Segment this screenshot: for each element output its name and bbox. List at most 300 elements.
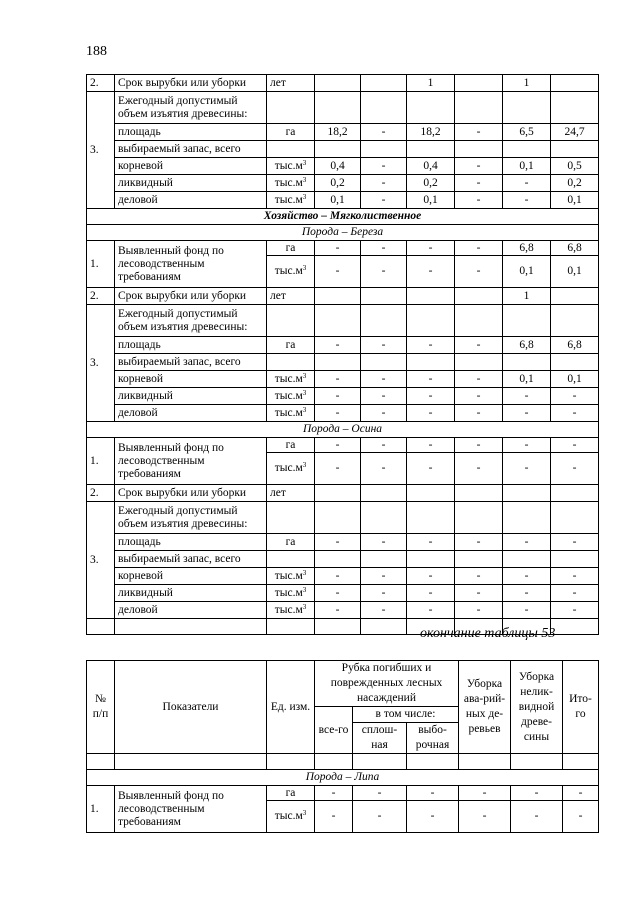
value-cell: - bbox=[361, 585, 407, 602]
value-cell: - bbox=[315, 801, 353, 833]
table-row bbox=[87, 288, 599, 305]
value-cell: - bbox=[315, 786, 353, 801]
header-indicators: Показатели bbox=[115, 661, 267, 754]
row-number: 2. bbox=[87, 288, 115, 305]
empty-cell bbox=[361, 354, 407, 371]
value-cell: 6,8 bbox=[503, 241, 551, 256]
empty-cell bbox=[361, 92, 407, 124]
table-row bbox=[87, 192, 599, 209]
value-cell: - bbox=[455, 453, 503, 485]
value-cell: - bbox=[551, 388, 599, 405]
value-cell: - bbox=[353, 786, 407, 801]
value-cell: - bbox=[511, 801, 563, 833]
value-cell: - bbox=[315, 405, 361, 422]
empty-cell bbox=[503, 141, 551, 158]
empty-cell bbox=[503, 92, 551, 124]
table-row bbox=[87, 502, 599, 534]
value-cell: 0,1 bbox=[503, 158, 551, 175]
row-number: 3. bbox=[87, 502, 115, 619]
value-cell: - bbox=[563, 786, 599, 801]
empty-cell bbox=[361, 305, 407, 337]
indicator-label: деловой bbox=[115, 405, 267, 422]
value-cell: - bbox=[361, 256, 407, 288]
value-cell: - bbox=[407, 438, 455, 453]
value-cell: 1 bbox=[503, 288, 551, 305]
value-cell: - bbox=[551, 585, 599, 602]
unit-superscript: 3 bbox=[302, 585, 307, 594]
unit-superscript: 3 bbox=[302, 264, 307, 272]
header-illiquid: Уборка нелик-видной древе-сины bbox=[511, 661, 563, 754]
unit-cell bbox=[267, 371, 315, 388]
unit-superscript: 3 bbox=[302, 371, 307, 380]
value-cell: - bbox=[503, 388, 551, 405]
indicator-label: Ежегодный допустимый объем изъятия древесины: bbox=[115, 502, 267, 534]
table-row bbox=[87, 585, 599, 602]
row-number: 2. bbox=[87, 485, 115, 502]
value-cell: - bbox=[407, 337, 455, 354]
value-cell: - bbox=[455, 371, 503, 388]
value-cell: - bbox=[361, 438, 407, 453]
empty-cell bbox=[503, 485, 551, 502]
value-cell: - bbox=[407, 786, 459, 801]
forest-table-part bbox=[86, 74, 599, 635]
empty-cell bbox=[267, 502, 315, 534]
value-cell: - bbox=[563, 801, 599, 833]
unit-cell: лет bbox=[267, 75, 315, 92]
value-cell: 6,8 bbox=[551, 241, 599, 256]
indicator-label: корневой bbox=[115, 371, 267, 388]
value-cell: - bbox=[407, 388, 455, 405]
indicator-label: площадь bbox=[115, 337, 267, 354]
unit-cell: га bbox=[267, 124, 315, 141]
empty-cell bbox=[407, 754, 459, 770]
value-cell: - bbox=[361, 175, 407, 192]
unit-label: тыс.м bbox=[274, 372, 303, 385]
empty-cell bbox=[551, 485, 599, 502]
unit-label: тыс.м bbox=[274, 603, 303, 616]
unit-superscript: 3 bbox=[302, 809, 307, 817]
table-row bbox=[87, 568, 599, 585]
table-row bbox=[87, 405, 599, 422]
unit-cell: га bbox=[267, 786, 315, 801]
header-all: все-го bbox=[315, 707, 353, 754]
table-row bbox=[87, 209, 599, 225]
empty-cell bbox=[87, 619, 115, 635]
empty-cell bbox=[315, 754, 353, 770]
table-row bbox=[87, 371, 599, 388]
unit-cell bbox=[267, 192, 315, 209]
value-cell: 0,1 bbox=[407, 192, 455, 209]
empty-cell bbox=[551, 502, 599, 534]
value-cell: - bbox=[455, 602, 503, 619]
empty-cell bbox=[361, 485, 407, 502]
empty-cell bbox=[563, 754, 599, 770]
indicator-label: Выявленный фонд по лесоводственным требованиям bbox=[115, 241, 267, 288]
table-row bbox=[87, 661, 599, 707]
unit-superscript: 3 bbox=[302, 158, 307, 167]
empty-cell bbox=[267, 354, 315, 371]
empty-cell bbox=[455, 141, 503, 158]
value-cell: - bbox=[455, 124, 503, 141]
empty-cell bbox=[455, 305, 503, 337]
table-row bbox=[87, 92, 599, 124]
indicator-label: Выявленный фонд по лесоводственным требованиям bbox=[115, 438, 267, 485]
value-cell: - bbox=[407, 534, 455, 551]
forest-table-end bbox=[86, 660, 599, 833]
value-cell: 6,8 bbox=[503, 337, 551, 354]
unit-label: тыс.м bbox=[274, 462, 303, 474]
value-cell: - bbox=[503, 405, 551, 422]
unit-label: тыс.м bbox=[274, 193, 303, 206]
indicator-label: ликвидный bbox=[115, 585, 267, 602]
value-cell: - bbox=[455, 337, 503, 354]
table-row bbox=[87, 225, 599, 241]
value-cell: - bbox=[361, 602, 407, 619]
value-cell bbox=[361, 75, 407, 92]
value-cell: - bbox=[315, 371, 361, 388]
empty-cell bbox=[315, 305, 361, 337]
indicator-label: ликвидный bbox=[115, 175, 267, 192]
empty-cell bbox=[407, 92, 455, 124]
unit-superscript: 3 bbox=[302, 405, 307, 414]
indicator-label: Срок вырубки или уборки bbox=[115, 485, 267, 502]
unit-label: тыс.м bbox=[274, 406, 303, 419]
value-cell: 0,2 bbox=[551, 175, 599, 192]
empty-cell bbox=[315, 92, 361, 124]
value-cell: 0,1 bbox=[503, 256, 551, 288]
value-cell: - bbox=[455, 256, 503, 288]
value-cell: - bbox=[551, 438, 599, 453]
value-cell: 6,5 bbox=[503, 124, 551, 141]
value-cell: - bbox=[407, 241, 455, 256]
indicator-label: Ежегодный допустимый объем изъятия древесины: bbox=[115, 92, 267, 124]
empty-cell bbox=[407, 551, 455, 568]
empty-cell bbox=[115, 619, 267, 635]
empty-cell bbox=[455, 92, 503, 124]
table-row bbox=[87, 770, 599, 786]
indicator-label: корневой bbox=[115, 568, 267, 585]
value-cell: - bbox=[455, 241, 503, 256]
empty-cell bbox=[503, 354, 551, 371]
unit-cell: га bbox=[267, 337, 315, 354]
value-cell: - bbox=[455, 585, 503, 602]
table-row bbox=[87, 158, 599, 175]
header-incl: в том числе: bbox=[353, 707, 459, 723]
row-number: 1. bbox=[87, 438, 115, 485]
row-number: 1. bbox=[87, 786, 115, 833]
table-row bbox=[87, 124, 599, 141]
unit-cell bbox=[267, 602, 315, 619]
header-felling: Рубка погибших и поврежденных лесных насаждений bbox=[315, 661, 459, 707]
indicator-label: площадь bbox=[115, 124, 267, 141]
table-row bbox=[87, 305, 599, 337]
value-cell: - bbox=[455, 438, 503, 453]
breed-title: Порода – Осина bbox=[87, 422, 599, 438]
empty-cell bbox=[267, 619, 315, 635]
empty-cell bbox=[503, 502, 551, 534]
value-cell: - bbox=[551, 534, 599, 551]
value-cell: - bbox=[361, 453, 407, 485]
table-row bbox=[87, 786, 599, 801]
unit-superscript: 3 bbox=[302, 388, 307, 397]
empty-cell bbox=[551, 551, 599, 568]
indicator-label: Срок вырубки или уборки bbox=[115, 75, 267, 92]
value-cell: 24,7 bbox=[551, 124, 599, 141]
value-cell: - bbox=[455, 534, 503, 551]
unit-cell bbox=[267, 175, 315, 192]
empty-cell bbox=[503, 551, 551, 568]
empty-cell bbox=[267, 754, 315, 770]
value-cell: - bbox=[361, 337, 407, 354]
value-cell: - bbox=[503, 438, 551, 453]
value-cell: - bbox=[407, 256, 455, 288]
unit-superscript: 3 bbox=[302, 602, 307, 611]
empty-cell bbox=[315, 75, 361, 92]
header-unit: Ед. изм. bbox=[267, 661, 315, 754]
value-cell: - bbox=[315, 241, 361, 256]
indicator-label: ликвидный bbox=[115, 388, 267, 405]
table-row bbox=[87, 388, 599, 405]
value-cell: - bbox=[315, 568, 361, 585]
value-cell: - bbox=[551, 602, 599, 619]
table-row bbox=[87, 534, 599, 551]
empty-cell bbox=[551, 305, 599, 337]
value-cell: 18,2 bbox=[407, 124, 455, 141]
row-number: 3. bbox=[87, 305, 115, 422]
value-cell: - bbox=[361, 371, 407, 388]
table-row bbox=[87, 485, 599, 502]
value-cell bbox=[455, 75, 503, 92]
header-emergency: Уборка ава-рий-ных де-ревьев bbox=[459, 661, 511, 754]
unit-cell bbox=[267, 405, 315, 422]
empty-cell bbox=[407, 502, 455, 534]
indicator-label: деловой bbox=[115, 192, 267, 209]
unit-label: тыс.м bbox=[274, 569, 303, 582]
value-cell: - bbox=[407, 568, 455, 585]
value-cell: - bbox=[361, 158, 407, 175]
empty-cell bbox=[315, 619, 361, 635]
value-cell: - bbox=[315, 438, 361, 453]
value-cell bbox=[551, 288, 599, 305]
section-title: Хозяйство – Мягколиственное bbox=[87, 209, 599, 225]
unit-superscript: 3 bbox=[302, 192, 307, 201]
value-cell bbox=[455, 288, 503, 305]
unit-superscript: 3 bbox=[302, 568, 307, 577]
unit-label: тыс.м bbox=[274, 586, 303, 599]
table-body bbox=[87, 661, 599, 833]
value-cell: - bbox=[551, 405, 599, 422]
value-cell: 0,4 bbox=[315, 158, 361, 175]
value-cell: - bbox=[353, 801, 407, 833]
value-cell: - bbox=[503, 568, 551, 585]
unit-cell bbox=[267, 568, 315, 585]
value-cell: - bbox=[503, 453, 551, 485]
table-row bbox=[87, 141, 599, 158]
page-number: 188 bbox=[86, 44, 107, 59]
value-cell: - bbox=[315, 337, 361, 354]
value-cell: - bbox=[407, 801, 459, 833]
unit-label: тыс.м bbox=[274, 159, 303, 172]
value-cell: - bbox=[361, 534, 407, 551]
unit-superscript: 3 bbox=[302, 461, 307, 469]
value-cell: - bbox=[407, 602, 455, 619]
value-cell: 0,2 bbox=[315, 175, 361, 192]
unit-cell bbox=[267, 453, 315, 485]
indicator-label: Выявленный фонд по лесоводственным требованиям bbox=[115, 786, 267, 833]
value-cell: - bbox=[455, 568, 503, 585]
value-cell: - bbox=[315, 388, 361, 405]
value-cell: - bbox=[315, 602, 361, 619]
empty-cell bbox=[361, 502, 407, 534]
value-cell: 0,4 bbox=[407, 158, 455, 175]
indicator-label: выбираемый запас, всего bbox=[115, 354, 267, 371]
value-cell: - bbox=[503, 175, 551, 192]
table-row bbox=[87, 422, 599, 438]
value-cell: - bbox=[315, 453, 361, 485]
value-cell: 18,2 bbox=[315, 124, 361, 141]
table-row bbox=[87, 241, 599, 256]
unit-label: тыс.м bbox=[274, 265, 303, 277]
empty-cell bbox=[315, 141, 361, 158]
empty-cell bbox=[315, 354, 361, 371]
value-cell: - bbox=[511, 786, 563, 801]
value-cell: - bbox=[315, 256, 361, 288]
unit-cell: га bbox=[267, 438, 315, 453]
table-row bbox=[87, 75, 599, 92]
table-row bbox=[87, 551, 599, 568]
indicator-label: Срок вырубки или уборки bbox=[115, 288, 267, 305]
empty-cell bbox=[115, 754, 267, 770]
empty-cell bbox=[267, 551, 315, 568]
empty-cell bbox=[315, 485, 361, 502]
value-cell: - bbox=[455, 158, 503, 175]
unit-label: тыс.м bbox=[274, 389, 303, 402]
row-number: 3. bbox=[87, 92, 115, 209]
empty-cell bbox=[407, 305, 455, 337]
value-cell: - bbox=[503, 534, 551, 551]
value-cell: 1 bbox=[407, 75, 455, 92]
value-cell: - bbox=[455, 192, 503, 209]
value-cell: - bbox=[361, 405, 407, 422]
unit-cell: га bbox=[267, 534, 315, 551]
empty-cell bbox=[511, 754, 563, 770]
header-clear: сплош-ная bbox=[353, 723, 407, 754]
value-cell: 0,1 bbox=[551, 256, 599, 288]
empty-cell bbox=[315, 502, 361, 534]
empty-cell bbox=[407, 485, 455, 502]
value-cell: - bbox=[455, 405, 503, 422]
empty-cell bbox=[455, 551, 503, 568]
unit-cell bbox=[267, 256, 315, 288]
indicator-label: площадь bbox=[115, 534, 267, 551]
table-body bbox=[87, 75, 599, 635]
value-cell bbox=[315, 288, 361, 305]
indicator-label: корневой bbox=[115, 158, 267, 175]
value-cell: - bbox=[407, 453, 455, 485]
value-cell: - bbox=[315, 585, 361, 602]
value-cell: - bbox=[361, 192, 407, 209]
value-cell: - bbox=[315, 534, 361, 551]
value-cell: - bbox=[407, 405, 455, 422]
value-cell: - bbox=[455, 388, 503, 405]
empty-cell bbox=[353, 754, 407, 770]
value-cell: - bbox=[361, 388, 407, 405]
value-cell: 0,2 bbox=[407, 175, 455, 192]
indicator-label: выбираемый запас, всего bbox=[115, 141, 267, 158]
value-cell: - bbox=[551, 453, 599, 485]
header-num: № п/п bbox=[87, 661, 115, 754]
unit-cell bbox=[267, 388, 315, 405]
table-row bbox=[87, 602, 599, 619]
value-cell: 6,8 bbox=[551, 337, 599, 354]
value-cell: - bbox=[551, 568, 599, 585]
header-select: выбо-рочная bbox=[407, 723, 459, 754]
unit-cell: лет bbox=[267, 485, 315, 502]
table-row bbox=[87, 754, 599, 770]
value-cell: - bbox=[407, 585, 455, 602]
empty-cell bbox=[267, 141, 315, 158]
value-cell: 0,1 bbox=[503, 371, 551, 388]
indicator-label: выбираемый запас, всего bbox=[115, 551, 267, 568]
value-cell: - bbox=[361, 241, 407, 256]
value-cell: - bbox=[361, 568, 407, 585]
table-row bbox=[87, 337, 599, 354]
empty-cell bbox=[551, 354, 599, 371]
empty-cell bbox=[551, 92, 599, 124]
indicator-label: деловой bbox=[115, 602, 267, 619]
table-caption: окончание таблицы 53 bbox=[420, 626, 556, 641]
value-cell: - bbox=[503, 602, 551, 619]
value-cell: - bbox=[503, 585, 551, 602]
empty-cell bbox=[455, 502, 503, 534]
empty-cell bbox=[455, 485, 503, 502]
unit-label: тыс.м bbox=[274, 810, 303, 822]
header-total: Ито-го bbox=[563, 661, 599, 754]
empty-cell bbox=[87, 754, 115, 770]
empty-cell bbox=[361, 619, 407, 635]
value-cell: 0,1 bbox=[315, 192, 361, 209]
value-cell: 1 bbox=[503, 75, 551, 92]
value-cell: 0,1 bbox=[551, 192, 599, 209]
value-cell: - bbox=[503, 192, 551, 209]
empty-cell bbox=[315, 551, 361, 568]
value-cell: - bbox=[455, 175, 503, 192]
empty-cell bbox=[551, 141, 599, 158]
value-cell: - bbox=[459, 786, 511, 801]
value-cell: 0,1 bbox=[551, 371, 599, 388]
unit-superscript: 3 bbox=[302, 175, 307, 184]
row-number: 1. bbox=[87, 241, 115, 288]
table-row bbox=[87, 175, 599, 192]
value-cell: - bbox=[361, 124, 407, 141]
value-cell: 0,5 bbox=[551, 158, 599, 175]
value-cell bbox=[361, 288, 407, 305]
breed-title: Порода – Липа bbox=[87, 770, 599, 786]
unit-cell bbox=[267, 158, 315, 175]
empty-cell bbox=[361, 141, 407, 158]
unit-label: тыс.м bbox=[274, 176, 303, 189]
table-row bbox=[87, 438, 599, 453]
indicator-label: Ежегодный допустимый объем изъятия древесины: bbox=[115, 305, 267, 337]
empty-cell bbox=[503, 305, 551, 337]
empty-cell bbox=[551, 619, 599, 635]
empty-cell bbox=[267, 305, 315, 337]
table-row bbox=[87, 354, 599, 371]
empty-cell bbox=[407, 141, 455, 158]
value-cell bbox=[407, 288, 455, 305]
unit-cell bbox=[267, 801, 315, 833]
value-cell: - bbox=[459, 801, 511, 833]
